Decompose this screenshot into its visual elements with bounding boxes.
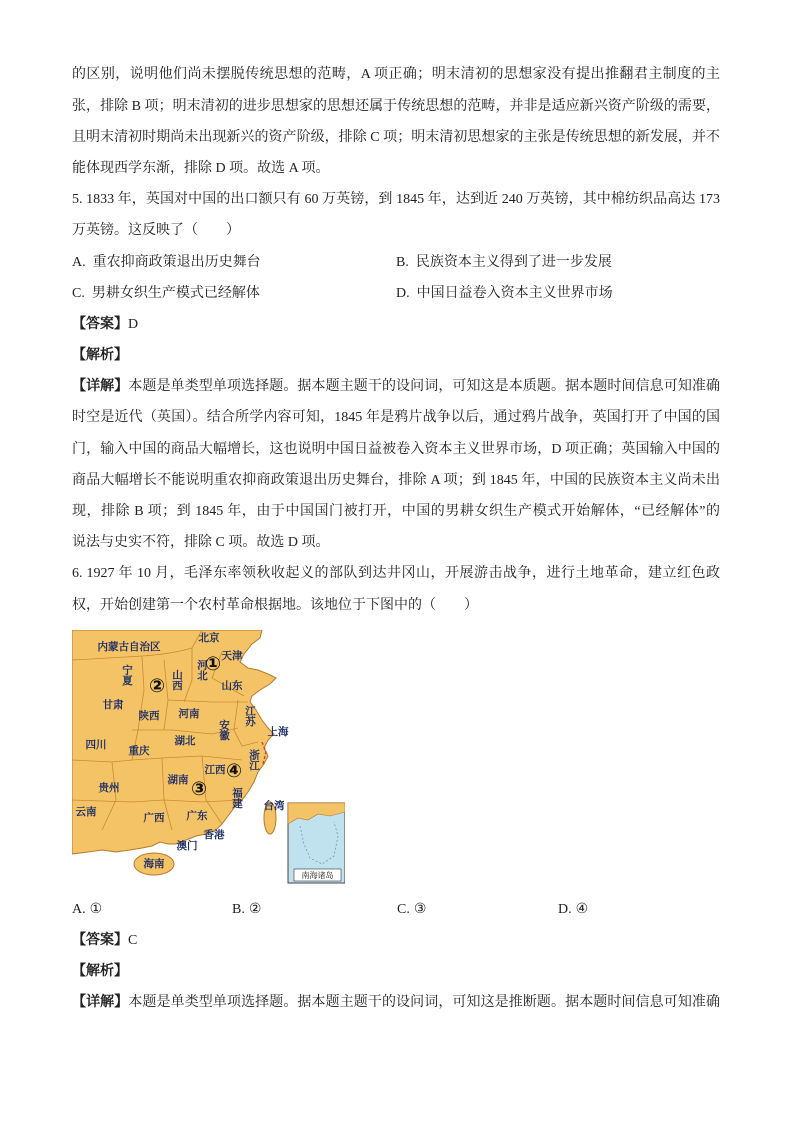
- map-label-yunnan: 云南: [75, 805, 97, 818]
- analysis-label: 【解析】: [72, 964, 128, 980]
- question-6-stem-line: 权，开始创建第一个农村革命根据地。该地位于下图中的（ ）: [72, 597, 478, 613]
- option-c: [72, 278, 396, 309]
- map-label-shanghai: 上海: [267, 725, 289, 738]
- option-a: [72, 247, 396, 278]
- map-label-zhejiang: 浙江: [248, 749, 260, 771]
- detail-line: 说法与史实不符，排除 C 项。故选 D 项。: [72, 535, 330, 551]
- option-text: 民族资本主义得到了进一步发展: [415, 254, 612, 270]
- map-label-guizhou: 贵州: [98, 781, 120, 794]
- map-label-gansu: 甘肃: [102, 698, 124, 711]
- map-marker-2: ②: [148, 674, 166, 697]
- answer-label: 【答案】: [72, 316, 128, 332]
- inset-label: 南海诸岛: [301, 870, 334, 880]
- map-label-xianggang: 香港: [203, 828, 225, 841]
- answer-row: [72, 925, 720, 956]
- explanation-line: 的区别，说明他们尚未摆脱传统思想的范畴，A 项正确；明末清初的思想家没有提出推翻君主制度的主: [72, 67, 720, 83]
- map-label-shandong: 山东: [221, 679, 243, 692]
- map-label-henan: 河南: [178, 707, 200, 720]
- map-label-guangdong: 广东: [186, 809, 208, 822]
- question-6-stem-line: 6. 1927 年 10 月，毛泽东率领秋收起义的部队到达井冈山，开展游击战争，进行土地革命，建立红色政: [72, 566, 720, 582]
- answer-value: D: [128, 316, 139, 332]
- option-c: [397, 894, 558, 925]
- south-sea-inset: [288, 803, 345, 883]
- option-text: ①: [89, 901, 103, 917]
- map-label-tianjin: 天津: [221, 649, 243, 662]
- option-label: D.: [396, 285, 410, 301]
- detail-text: 本题是单类型单项选择题。据本题主题干的设问词，可知这是本质题。据本题时间信息可知准确: [128, 379, 721, 395]
- map-label-jiangxi: 江西: [204, 763, 226, 776]
- detail-line: [72, 371, 720, 402]
- map-label-hebei: 河北: [196, 659, 208, 681]
- question-5-options-row: [72, 278, 720, 309]
- map-label-beijing: 北京: [198, 631, 220, 644]
- detail-line: [72, 987, 720, 1018]
- answer-value: C: [128, 932, 138, 948]
- option-label: B.: [232, 901, 245, 917]
- option-d: [396, 278, 720, 309]
- option-b: [396, 247, 720, 278]
- option-label: C.: [72, 285, 85, 301]
- map-label-sichuan: 四川: [85, 738, 107, 751]
- option-text: ④: [575, 901, 589, 917]
- china-map: [72, 630, 345, 885]
- option-label: A.: [72, 254, 86, 270]
- detail-line: 时空是近代（英国）。结合所学内容可知，1845 年是鸦片战争以后，通过鸦片战争，英国打开了中国的国: [72, 410, 720, 426]
- detail-line: 现，排除 B 项；到 1845 年，由于中国国门被打开，中国的男耕女织生产模式开始解体，“已经解体”的: [72, 504, 720, 520]
- map-label-hunan: 湖南: [167, 773, 189, 786]
- option-label: A.: [72, 901, 86, 917]
- map-label-hainan: 海南: [143, 857, 165, 870]
- china-map-figure: [72, 630, 345, 885]
- question-6-options-row: [72, 894, 720, 925]
- explanation-line: 张，排除 B 项；明末清初的进步思想家的思想还属于传统思想的范畴，并非是适应新兴资产阶级的需要，: [72, 98, 720, 114]
- map-label-neimenggu: 内蒙古自治区: [97, 640, 161, 653]
- map-label-guangxi: 广西: [143, 811, 165, 824]
- explanation-line: 且明末清初时期尚未出现新兴的资产阶级，排除 C 项；明末清初思想家的主张是传统思想的新发展，并不: [72, 129, 720, 145]
- option-label: C.: [397, 901, 410, 917]
- explanation-line: 能体现西学东渐，排除 D 项。故选 A 项。: [72, 160, 330, 176]
- analysis-heading: [72, 340, 720, 371]
- map-label-aomen: 澳门: [176, 839, 198, 852]
- map-label-fujian: 福建: [231, 787, 243, 809]
- map-label-ningxia: 宁夏: [121, 664, 133, 686]
- question-5-stem-line: 万英镑。这反映了（ ）: [72, 223, 240, 239]
- answer-label: 【答案】: [72, 932, 128, 948]
- question-5-stem-line: 5. 1833 年，英国对中国的出口额只有 60 万英镑，到 1845 年，达到近 240 万英镑，其中棉纺织品高达 173: [72, 192, 720, 208]
- option-d: [558, 894, 708, 925]
- option-b: [232, 894, 397, 925]
- map-marker-3: ③: [190, 777, 208, 800]
- detail-label: 【详解】: [72, 379, 129, 395]
- map-label-chongqing: 重庆: [128, 744, 150, 757]
- detail-line: 商品大幅增长不能说明重农抑商政策退出历史舞台，排除 A 项；到 1845 年，中国的民族资本主义尚未出: [72, 472, 720, 488]
- map-label-shaanxi: 陕西: [138, 709, 160, 722]
- map-label-anhui: 安徽: [218, 719, 230, 741]
- option-text: ②: [248, 901, 262, 917]
- detail-line: 门，输入中国的商品大幅增长，这也说明中国日益被卷入资本主义世界市场，D 项正确；英国输入中国的: [72, 441, 720, 457]
- detail-text: 本题是单类型单项选择题。据本题主题干的设问词，可知这是推断题。据本题时间信息可知准确: [128, 995, 721, 1011]
- analysis-heading: [72, 956, 720, 987]
- analysis-label: 【解析】: [72, 348, 128, 364]
- question-5-options-row: [72, 247, 720, 278]
- option-text: ③: [413, 901, 427, 917]
- detail-label: 【详解】: [72, 995, 129, 1011]
- option-text: 中国日益卷入资本主义世界市场: [416, 285, 613, 301]
- option-a: [72, 894, 232, 925]
- map-marker-4: ④: [225, 759, 243, 782]
- option-text: 重农抑商政策退出历史舞台: [92, 254, 261, 270]
- option-text: 男耕女织生产模式已经解体: [91, 285, 260, 301]
- map-marker-1: ①: [204, 652, 222, 675]
- map-label-shanxi: 山西: [171, 669, 183, 691]
- map-label-jiangsu: 江苏: [244, 705, 256, 727]
- page-content: [72, 59, 720, 1018]
- option-label: B.: [396, 254, 409, 270]
- map-label-taiwan: 台湾: [263, 799, 285, 812]
- option-label: D.: [558, 901, 572, 917]
- map-label-hubei: 湖北: [174, 734, 196, 747]
- answer-row: [72, 309, 720, 340]
